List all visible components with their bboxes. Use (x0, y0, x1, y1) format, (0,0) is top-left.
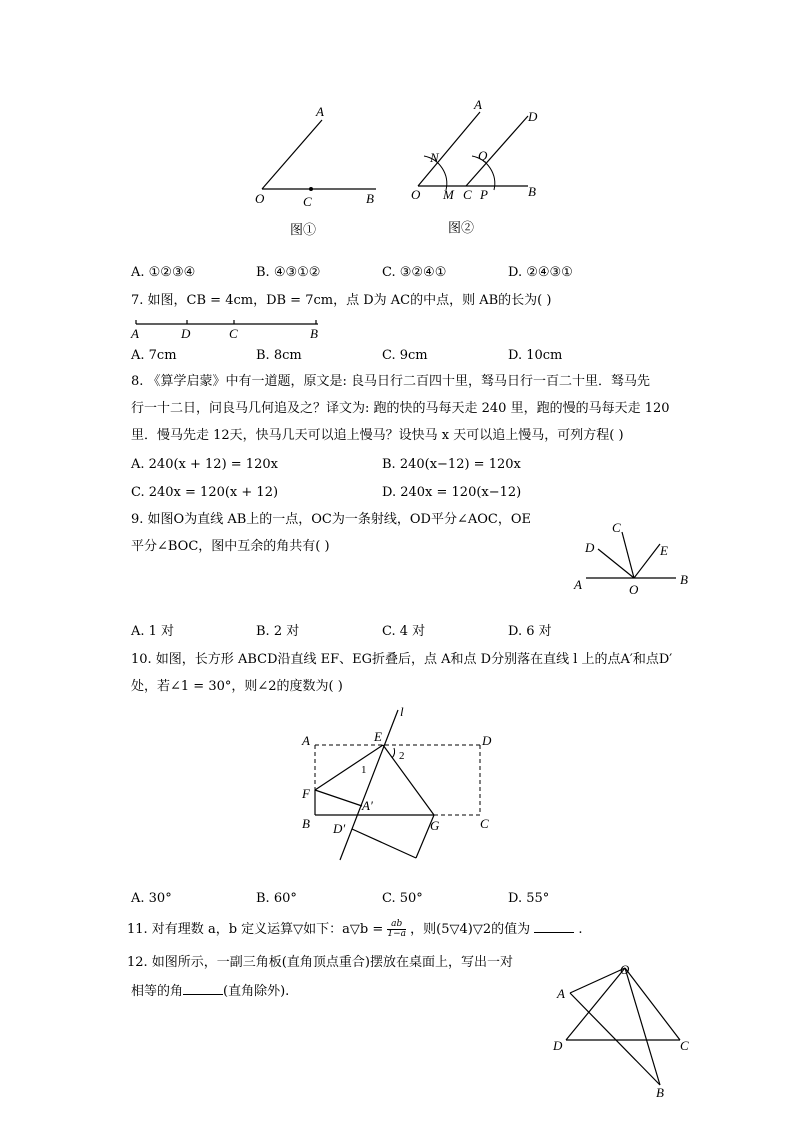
label-C: C (303, 194, 312, 209)
q12-stem-line1: 12. 如图所示，一副三角板(直角顶点重合)摆放在桌面上，写出一对 (127, 955, 513, 970)
q9-option-c[interactable]: C. 4 对 (382, 624, 426, 639)
q9-option-d[interactable]: D. 6 对 (508, 624, 552, 639)
label-M: M (443, 187, 454, 202)
q10-stem-line2: 处，若∠1 = 30°，则∠2的度数为( ) (131, 679, 343, 694)
q12-label-A: A (557, 986, 565, 1001)
q10-label-E: E (374, 729, 382, 744)
q10-label-D: D (482, 733, 492, 748)
q10-option-a[interactable]: A. 30° (131, 891, 172, 906)
q9-option-b[interactable]: B. 2 对 (256, 624, 300, 639)
q10-option-d[interactable]: D. 55° (508, 891, 550, 906)
q6-option-d[interactable]: D. ②④③① (508, 265, 573, 280)
q8-stem-line2: 行一十二日，问良马几何追及之？译文为: 跑的快的马每天走 240 里，跑的慢的马每天走 120 (131, 401, 670, 416)
q11-end: . (578, 922, 583, 937)
q9-label-D: D (585, 540, 595, 555)
q9-label-B: B (680, 572, 688, 587)
q8-option-c[interactable]: C. 240x = 120(x + 12) (131, 485, 279, 500)
q12-label-O: O (620, 962, 630, 977)
q7-label-A: A (131, 326, 139, 341)
label-Q: Q (478, 148, 488, 163)
q8-option-d[interactable]: D. 240x = 120(x−12) (382, 485, 522, 500)
q6-option-b[interactable]: B. ④③①② (256, 265, 321, 280)
label-N: N (430, 150, 439, 165)
q6-option-c[interactable]: C. ③②④① (382, 265, 447, 280)
q10-stem-line1: 10. 如图，长方形 ABCD沿直线 EF、EG折叠后，点 A和点 D分别落在直线 l 上的点A′和点D′ (131, 652, 673, 667)
q6-option-a[interactable]: A. ①②③④ (131, 265, 196, 280)
q12-line2-suffix: (直角除外). (223, 984, 290, 999)
q12-line2-prefix: 相等的角 (131, 984, 184, 999)
q10-label-1: 1 (361, 764, 367, 776)
q10-option-c[interactable]: C. 50° (382, 891, 423, 906)
q10-label-A: A (302, 733, 310, 748)
q12-label-D: D (553, 1038, 563, 1053)
q7-stem: 7. 如图，CB = 4cm，DB = 7cm，点 D为 AC的中点，则 AB的长为( ) (131, 293, 552, 308)
q10-option-b[interactable]: B. 60° (256, 891, 297, 906)
label-A: A (316, 104, 324, 119)
q7-label-C: C (229, 326, 238, 341)
q11-fraction-numerator: ab (387, 920, 406, 930)
q9-label-C: C (612, 520, 621, 535)
q8-option-a[interactable]: A. 240(x + 12) = 120x (131, 457, 278, 472)
q11-fraction-denominator: 1−a (387, 929, 407, 939)
q9-option-a[interactable]: A. 1 对 (131, 624, 175, 639)
label-B: B (528, 184, 536, 199)
label-D: D (528, 109, 538, 124)
q8-option-b[interactable]: B. 240(x−12) = 120x (382, 457, 521, 472)
q9-label-E: E (660, 543, 668, 558)
q10-label-B: B (302, 816, 310, 831)
q9-stem-line1: 9. 如图O为直线 AB上的一点，OC为一条射线，OD平分∠AOC，OE (131, 512, 531, 527)
q9-label-A: A (574, 577, 582, 592)
q11-suffix: ，则(5▽4)▽2的值为 (410, 922, 531, 937)
q10-label-C: C (480, 816, 489, 831)
q8-stem-line3: 里．慢马先走 12天，快马几天可以追上慢马？设快马 x 天可以追上慢马，可列方程( ) (131, 428, 624, 443)
q10-label-l: l (400, 704, 404, 719)
q11-prefix: 11. 对有理数 a，b 定义运算▽如下：a▽b = (127, 922, 384, 937)
q7-option-d[interactable]: D. 10cm (508, 348, 563, 363)
figure-2-caption: 图② (448, 221, 475, 236)
q7-option-b[interactable]: B. 8cm (256, 348, 302, 363)
q7-option-c[interactable]: C. 9cm (382, 348, 428, 363)
label-P: P (480, 187, 488, 202)
label-O: O (255, 191, 265, 206)
q7-label-D: D (181, 326, 191, 341)
q12-label-C: C (680, 1038, 689, 1053)
q7-option-a[interactable]: A. 7cm (131, 348, 177, 363)
label-O: O (411, 187, 421, 202)
q12-label-B: B (656, 1085, 664, 1100)
q9-label-O: O (629, 582, 639, 597)
q8-stem-line1: 8. 《算学启蒙》中有一道题，原文是: 良马日行二百四十里，驽马日行一百二十里．驽马先 (131, 374, 651, 389)
q10-label-F: F (302, 786, 310, 801)
label-B: B (366, 191, 374, 206)
q10-label-D-prime: D′ (333, 821, 346, 836)
label-C: C (463, 187, 472, 202)
figure-1-caption: 图① (290, 223, 317, 238)
q10-label-A-prime: A′ (362, 798, 373, 813)
q10-label-2: 2 (399, 750, 405, 762)
label-A: A (474, 97, 482, 112)
q9-stem-line2: 平分∠BOC，图中互余的角共有( ) (131, 539, 330, 554)
q10-label-G: G (430, 818, 440, 833)
q7-label-B: B (310, 326, 318, 341)
